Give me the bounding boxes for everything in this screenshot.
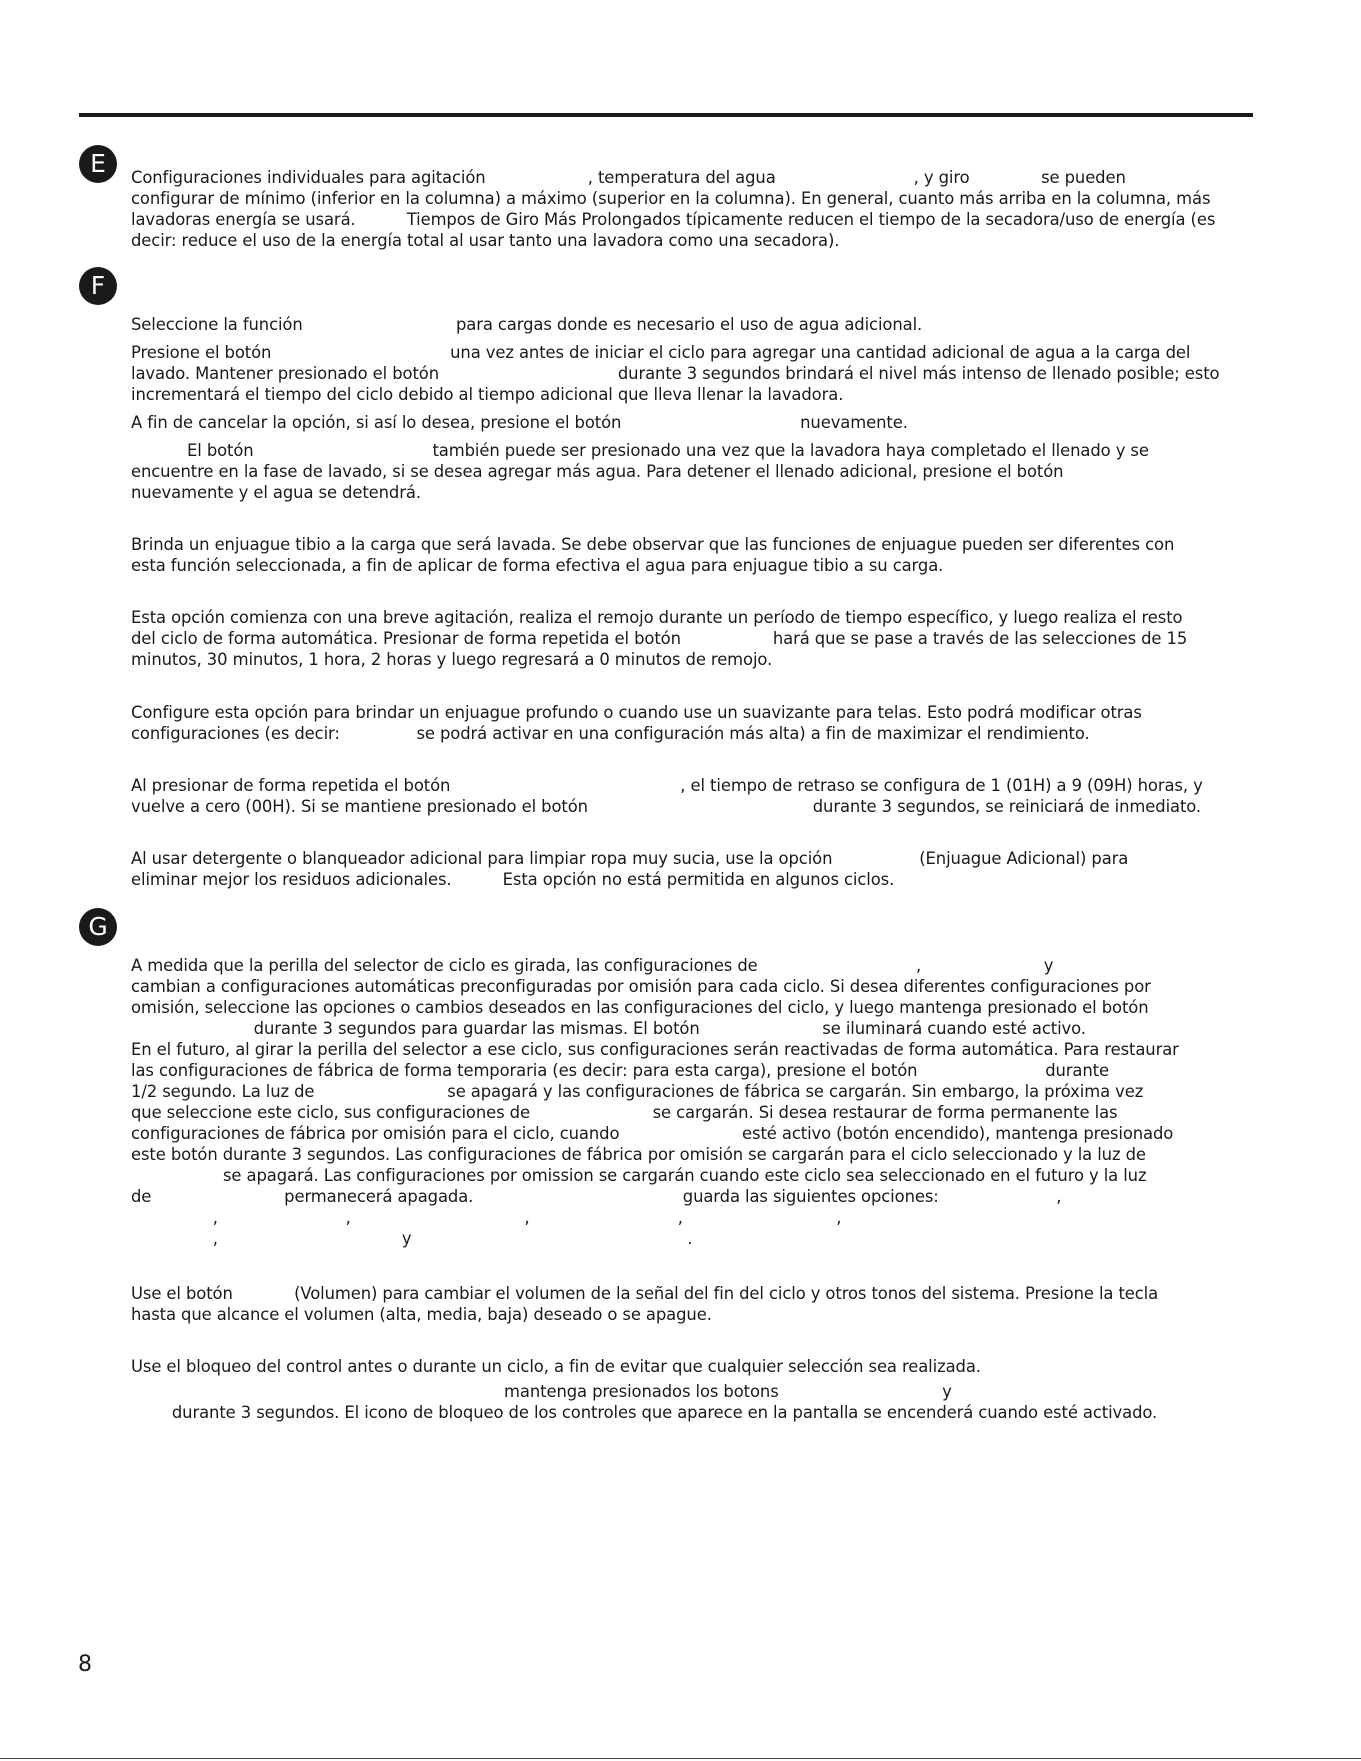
top-rule — [79, 113, 1253, 117]
section-badge-g: G — [79, 908, 117, 946]
volume-text: Use el botón (Volumen) para cambiar el volumen de la señal del fin del ciclo y otros tonos del sistema. Presione la tecla hasta que alcance el volumen (alta, media, baja) deseado o se apague. — [131, 1284, 1159, 1324]
deep-fill-during-wash: El botón también puede ser presionado una vez que la lavadora haya completado el llenado y se encuentre en la fase de lavado, si se desea agregar más agua. Para detener el llenado adicional, presione el botón nuevamente y el agua se detendrá. — [131, 441, 1149, 502]
delay-wash-text: Al presionar de forma repetida el botón , el tiempo de retraso se configura de 1 (01H) a 9 (09H) horas, y vuelve a cero (00H). Si se mantiene presionado el botón durante 3 segundos, se reiniciará de inmediato. — [131, 776, 1203, 816]
deep-fill-cancel: A fin de cancelar la opción, si así lo desea, presione el botón nuevamente. — [131, 413, 908, 432]
presoak-text: Esta opción comienza con una breve agitación, realiza el remojo durante un período de tiempo específico, y luego realiza el resto del ciclo de forma automática. Presionar de forma repetida el botón hará que se pase a través de las selecciones de 15 minutos, 30 minutos, 1 hora, 2 horas y luego regresará a 0 minutos de remojo. — [131, 608, 1188, 669]
footer-line — [0, 1758, 1361, 1759]
deep-fill-instructions: Presione el botón una vez antes de iniciar el ciclo para agregar una cantidad adicional de agua a la carga del lavado. Mantener presionado el botón durante 3 segundos brindará el nivel más intenso de llenado posible; esto incrementará el tiempo del ciclo debido al tiempo adicional que lleva llenar la lavadora. — [131, 343, 1220, 404]
my-cycle-text: A medida que la perilla del selector de ciclo es girada, las configuraciones de , y cambian a configuraciones automáticas preconfiguradas por omisión para cada ciclo. Si desea diferentes configuraciones por omisión, seleccione las opciones o cambios deseados en las configuraciones del ciclo, y luego mantenga presionado el botón durante 3 segundos para guardar las mismas. El botón se iluminará cuando esté activo. En el futuro, al girar la perilla del selector a ese ciclo, sus configuraciones serán reactivadas de forma automática. Para restaurar las configuraciones de fábrica de forma temporaria (es decir: para esta carga), presione el botón durante 1/2 segundo. La luz de se apagará y las configuraciones de fábrica se cargarán. Sin embargo, la próxima vez que seleccione este ciclo, sus configuraciones de se cargarán. Si desea restaurar de forma permanente las configuraciones de fábrica por omisión para el ciclo, cuando esté activo (botón encendido), mantenga presionado este botón durante 3 segundos. Las configuraciones de fábrica por omisión se cargarán para el ciclo seleccionado y la luz de se apagará. Las configuraciones por omission se cargarán cuando este ciclo sea seleccionado en el futuro y la luz de permanecerá apagada. guarda las siguientes opciones: , , , , , , , y . — [131, 956, 1179, 1248]
extra-rinse-text: Al usar detergente o blanqueador adicional para limpiar ropa muy sucia, use la opción (Enjuague Adicional) para eliminar mejor los residuos adicionales. Esta opción no está permitida en algunos ciclos. — [131, 849, 1129, 889]
deep-fill-intro: Seleccione la función para cargas donde es necesario el uso de agua adicional. — [131, 315, 923, 334]
warm-rinse-text: Brinda un enjuague tibio a la carga que será lavada. Se debe observar que las funciones de enjuague pueden ser diferentes con esta función seleccionada, a fin de aplicar de forma efectiva el agua para enjuague tibio a su carga. — [131, 535, 1175, 575]
section-e-text: Configuraciones individuales para agitación , temperatura del agua , y giro se pueden configurar de mínimo (inferior en la columna) a máximo (superior en la columna). En general, cuanto más arriba en la columna, más lavadoras energía se usará. Tiempos de Giro Más Prolongados típicamente reducen el tiempo de la secadora/uso de energía (es decir: reduce el uso de la energía total al usar tanto una lavadora como una secadora). — [131, 168, 1216, 250]
page-number: 8 — [78, 1652, 92, 1677]
section-badge-f: F — [79, 267, 117, 305]
deep-rinse-text: Configure esta opción para brindar un enjuague profundo o cuando use un suavizante para telas. Esto podrá modificar otras configuraciones (es decir: se podrá activar en una configuración más alta) a fin de maximizar el rendimiento. — [131, 703, 1142, 743]
control-lock-intro: Use el bloqueo del control antes o durante un ciclo, a fin de evitar que cualquier selección sea realizada. — [131, 1357, 981, 1376]
section-badge-e: E — [79, 145, 117, 183]
control-lock-instructions: mantenga presionados los botons y durante 3 segundos. El icono de bloqueo de los controles que aparece en la pantalla se encenderá cuando esté activado. — [131, 1382, 1158, 1422]
